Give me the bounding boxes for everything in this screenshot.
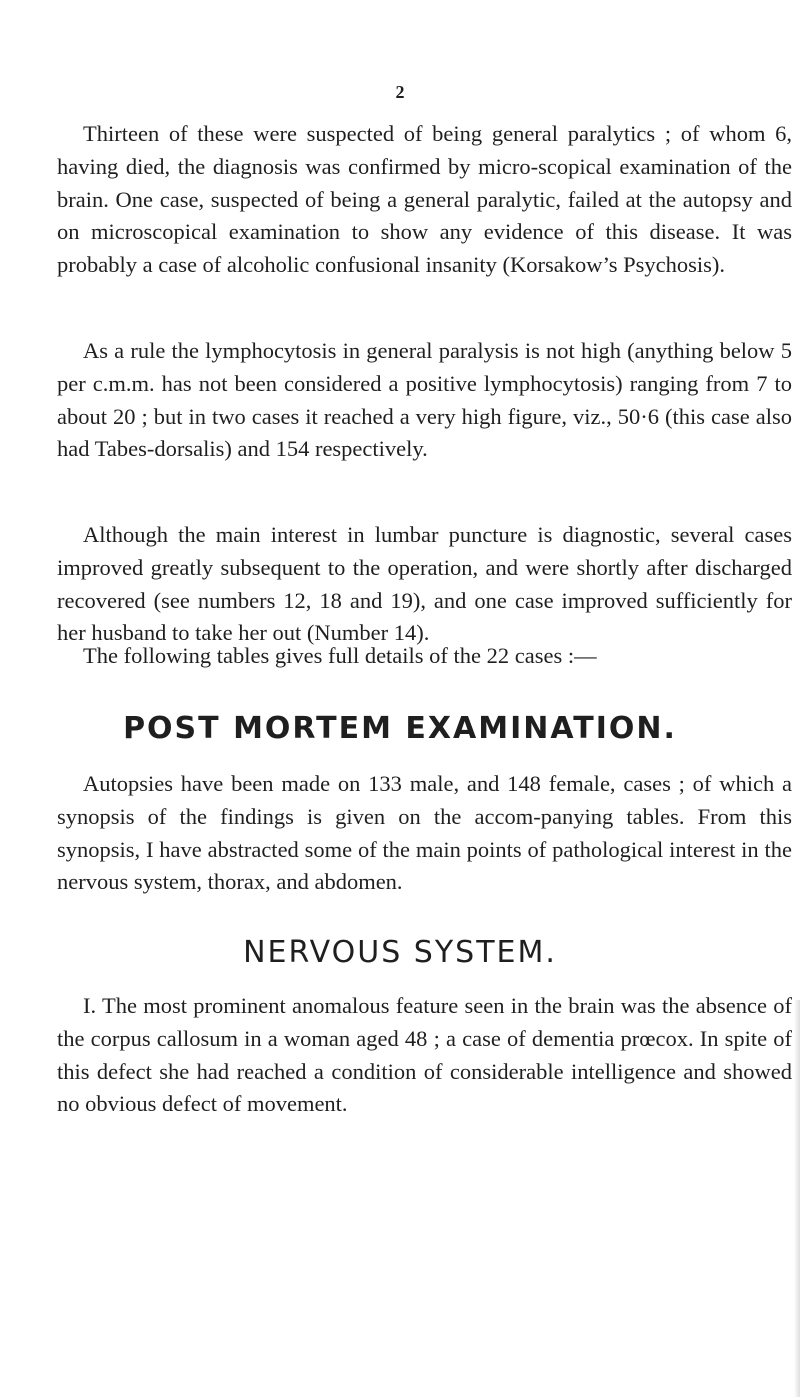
- paragraph-lymphocytosis: As a rule the lymphocytosis in general paralysis is not high (anything below 5 per c.m.m. has not been considered a positive lymphocytosis) ranging from 7 to about 20 ; but in two cases it reached a very high figure, viz., 50·6 (this case also had Tabes-dorsalis) and 154 respectively.: [57, 338, 792, 462]
- paragraph-corpus-callosum: I. The most prominent anomalous feature seen in the brain was the absence of the corpus callosum in a woman aged 48 ; a case of dementia prœcox. In spite of this defect she had reached a condition of considerable intelligence and showed no obvious defect of movement.: [57, 993, 792, 1117]
- page-edge-shadow: [794, 1000, 800, 1397]
- heading-post-mortem-examination: POST MORTEM EXAMINATION.: [123, 711, 677, 746]
- paragraph-following-tables: The following tables gives full details of the 22 cases :—: [83, 643, 597, 668]
- paragraph-general-paralytics: Thirteen of these were suspected of being general paralytics ; of whom 6, having died, the diagnosis was confirmed by micro-scopical examination of the brain. One case, suspected of being a general paralytic, failed at the autopsy and on microscopical examination to show any evidence of this disease. It was probably a case of alcoholic confusional insanity (Korsakow’s Psychosis).: [57, 121, 792, 278]
- page-number: 2: [395, 82, 405, 102]
- heading-nervous-system: NERVOUS SYSTEM.: [243, 935, 557, 970]
- paragraph-lumbar-puncture: Although the main interest in lumbar puncture is diagnostic, several cases improved greatly subsequent to the operation, and were shortly after discharged recovered (see numbers 12, 18 and 19), and one case improved sufficiently for her husband to take her out (Number 14).: [57, 522, 792, 646]
- paragraph-autopsies: Autopsies have been made on 133 male, and 148 female, cases ; of which a synopsis of the findings is given on the accom-panying tables. From this synopsis, I have abstracted some of the main points of pathological interest in the nervous system, thorax, and abdomen.: [57, 771, 792, 895]
